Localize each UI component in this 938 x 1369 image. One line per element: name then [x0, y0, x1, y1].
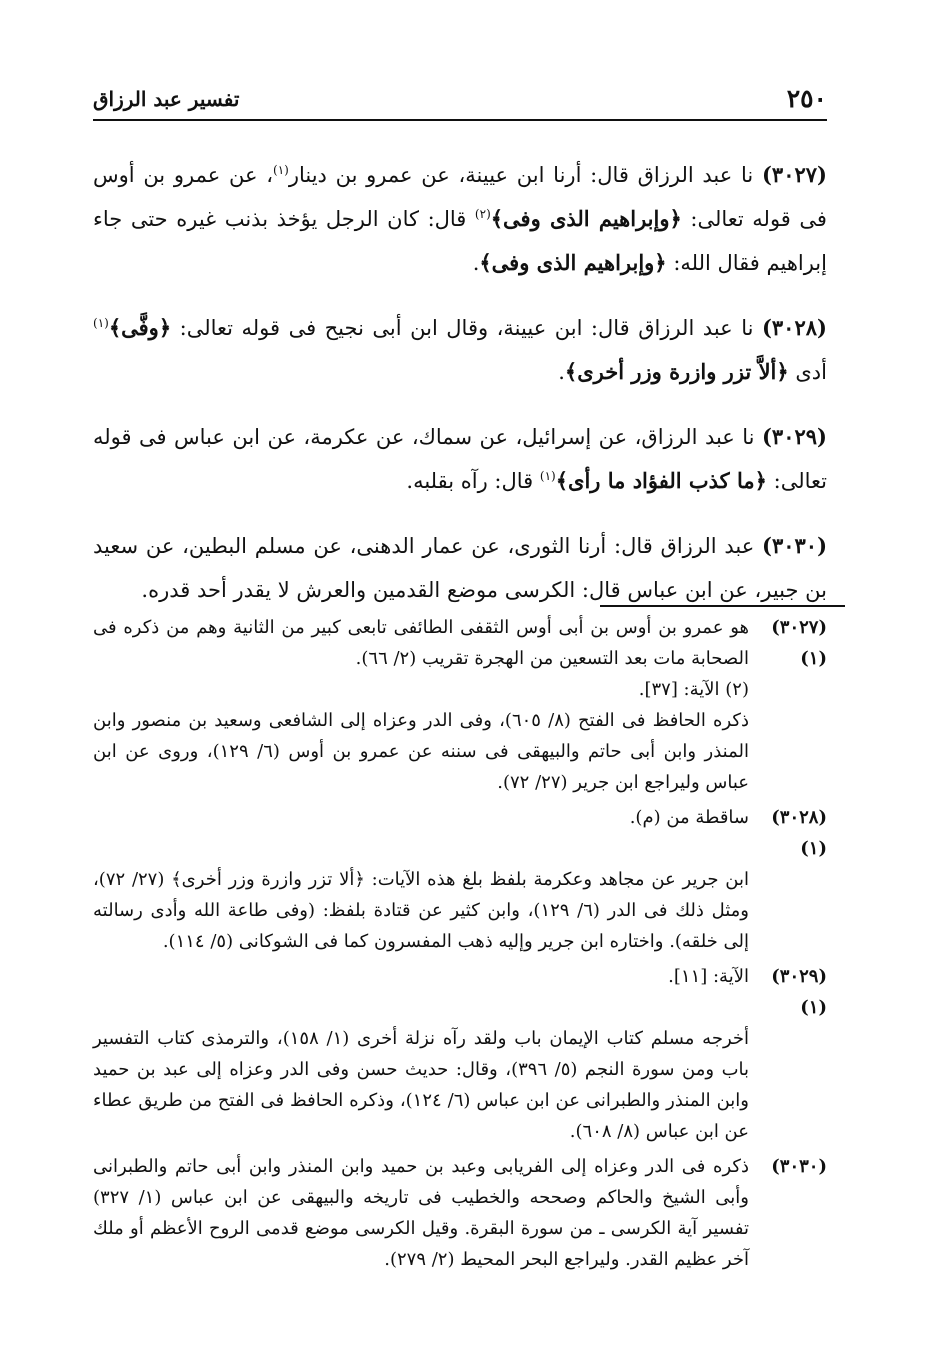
header-divider [93, 119, 827, 121]
footnote-3029-1 [93, 961, 827, 1023]
footnote-3028-detail: ابن جرير عن مجاهد وعكرمة بلفظ بلغ هذه الآيات: ﴿ألا تزر وازرة وزر أخرى﴾ (٢٧/ ٧٢)، ومثل ذلك فى الدر (٦/ ١٢٩)، وابن كثير عن قتادة بلفظ: (وفى طاعة الله وأدى رسالته إلى خلقه). واختاره ابن جرير وإليه ذهب المفسرون كما فى الشوكانى (٥/ ١١٤). [93, 869, 749, 952]
running-title: تفسير عبد الرزاق [93, 87, 240, 111]
footnote-divider [600, 605, 845, 607]
entry-3030 [93, 524, 827, 612]
entry-text: . [472, 251, 480, 275]
entry-number: (٣٠٢٧) [761, 162, 827, 187]
entry-text: عبد الرزاق قال: أرنا الثورى، عن عمار الدهنى، عن مسلم البطين، عن سعيد بن جبير، عن ابن عباس قال: الكرسى موضع القدمين والعرش لا يقدر أحد قدره. [93, 534, 827, 602]
entry-text: قال: رآه بقلبه. [406, 469, 534, 493]
footnote-3027-2: (٢) الآية: [٣٧]. [638, 679, 749, 700]
entry-number: (٣٠٣٠) [762, 533, 827, 558]
footnotes [93, 612, 827, 1275]
footnote-3030 [93, 1151, 827, 1275]
entry-text: ، عن عمرو بن أوس فى قوله تعالى: [93, 163, 827, 231]
entry-text: نا عبد الرزاق قال: ابن عيينة، وقال ابن أبى نجيح فى قوله تعالى: [179, 316, 754, 340]
page-number: ٢٥٠ [786, 84, 827, 113]
footnote-3027-1 [93, 612, 827, 674]
quran-quote: ﴿وإبراهيم الذى وفى﴾ [490, 206, 682, 231]
footnote-marker: (١) [539, 469, 556, 483]
entry-text: نا عبد الرزاق، عن إسرائيل، عن سماك، عن عكرمة، عن ابن عباس فى قوله تعالى: [93, 425, 827, 493]
entry-text: أدى [795, 360, 827, 384]
footnote-marker: (١) [93, 316, 109, 330]
footnote-text: الآية: [١١]. [668, 966, 749, 987]
footnote-3027-2-detail: ذكره الحافظ فى الفتح (٨/ ٦٠٥)، وفى الدر وعزاه إلى الشافعى وسعيد بن منصور وابن المنذر وابن أبى حاتم والبيهقى فى سننه عن عمرو بن أوس (٦/ ١٢٩)، وروى عن ابن عباس وليراجع ابن جرير (٢٧/ ٧٢). [93, 710, 749, 793]
entry-text: نا عبد الرزاق قال: أرنا ابن عيينة، عن عمرو بن دينار [288, 163, 754, 187]
footnote-3028-1 [93, 802, 827, 864]
entry-number: (٣٠٢٨) [761, 315, 827, 340]
entry-3028 [93, 306, 827, 394]
entry-text: قال: كان الرجل يؤخذ بذنب غيره حتى جاء إبراهيم فقال الله: [93, 207, 827, 275]
quran-quote: ﴿ما كذب الفؤاد ما رأى﴾ [555, 468, 767, 493]
entry-3029 [93, 415, 827, 503]
quran-quote: ﴿وإبراهيم الذى وفى﴾ [479, 250, 667, 275]
footnote-ref: (٣٠٢٨) (١) [771, 807, 827, 859]
quran-quote: ﴿ألاَّ تزر وازرة وزر أخرى﴾ [564, 359, 789, 384]
page-header [93, 84, 827, 116]
footnote-3029-detail: أخرجه مسلم كتاب الإيمان باب ولقد رآه نزلة أخرى (١/ ١٥٨)، والترمذى كتاب التفسير باب ومن سورة النجم (٥/ ٣٩٦)، وقال: حديث حسن وفى الدر وعزاه إلى عبد بن حميد وابن المنذر والطبرانى عن ابن عباس (٦/ ١٢٤)، وذكره الحافظ فى الفتح من طريق عطاء عن ابن عباس (٨/ ٦٠٨). [93, 1028, 750, 1142]
footnote-ref: (٣٠٢٧) (١) [771, 617, 827, 669]
quran-quote: ﴿وفَّى﴾ [108, 315, 172, 340]
entry-number: (٣٠٢٩) [761, 424, 827, 449]
footnote-marker: (١) [273, 163, 289, 177]
footnote-ref: (٣٠٢٩) (١) [771, 966, 827, 1018]
entry-3027 [93, 153, 827, 285]
main-text [93, 132, 827, 626]
entry-text: . [558, 360, 565, 384]
footnote-text: هو عمرو بن أوس بن أبى أوس الثقفى الطائفى تابعى كبير من الثانية وهم من ذكره فى الصحابة مات بعد التسعين من الهجرة تقريب (٢/ ٦٦). [93, 617, 749, 669]
footnote-ref: (٣٠٣٠) [771, 1156, 827, 1177]
footnote-marker: (٢) [474, 207, 491, 221]
footnote-text: ذكره فى الدر وعزاه إلى الفريابى وعبد بن حميد وابن المنذر وابن أبى حاتم والطبرانى وأبى الشيخ والحاكم وصححه والخطيب فى تاريخه والبيهقى عن ابن عباس (١/ ٣٢٧) تفسير آية الكرسى ـ من سورة البقرة. وقيل الكرسى موضع قدمى الروح الأعظم أو ملك آخر عظيم القدر. وليراجع البحر المحيط (٢/ ٢٧٩). [93, 1156, 749, 1270]
footnote-text: ساقطة من (م). [629, 807, 749, 828]
